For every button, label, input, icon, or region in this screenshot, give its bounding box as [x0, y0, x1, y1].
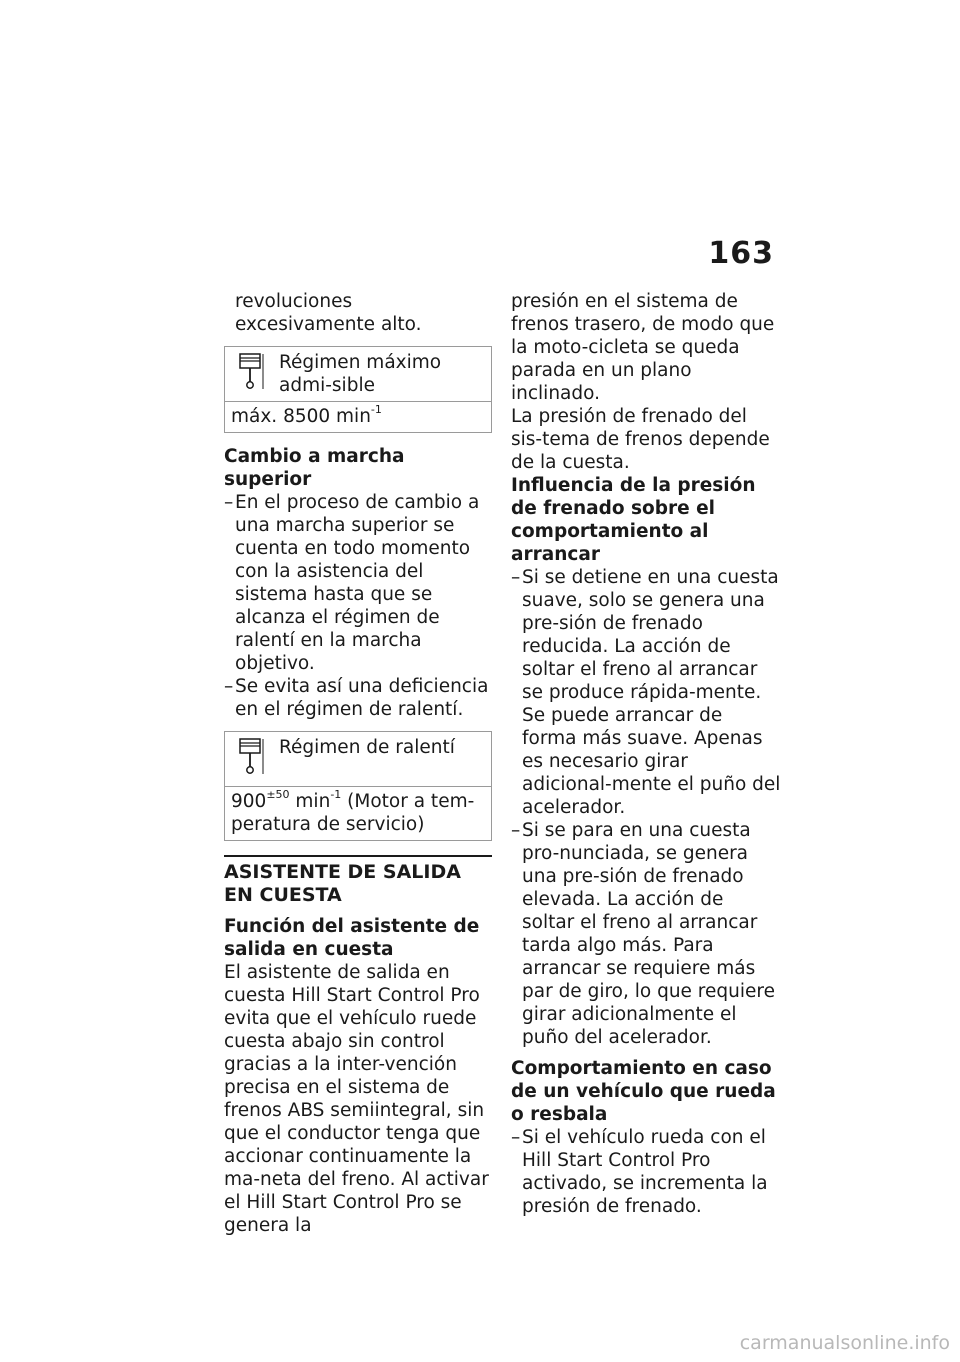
spec-box-max-rpm	[224, 346, 492, 433]
engine-piston-icon	[237, 736, 265, 776]
spec-label: Régimen máximo admi-sible	[279, 352, 442, 396]
intro-text: revoluciones excesivamente alto.	[235, 291, 422, 335]
spec-value	[225, 401, 491, 432]
spec-value-tolerance: ±50	[266, 787, 290, 801]
continuation-text: presión en el sistema de frenos trasero, de modo que la moto-cicleta se queda parada en un plano inclinado.	[511, 291, 775, 404]
spec-label: Régimen de ralentí	[279, 737, 455, 758]
function-text: El asistente de salida en cuesta Hill Start Control Pro evita que el vehículo ruede cuesta abajo sin control gracias a la inter-vención precisa en el sistema de frenos ABS semiintegral, sin que el conductor tenga que accionar continuamente la ma-neta del freno. Al activar el Hill Start Control Pro se genera la	[224, 962, 489, 1236]
right-column	[511, 290, 781, 1218]
spec-value-text: máx. 8500 min	[231, 406, 371, 427]
engine-piston-icon	[237, 351, 265, 391]
list-item: – Se evita así una deficiencia en el régimen de ralentí.	[224, 675, 492, 721]
influence-list	[511, 566, 781, 1049]
spec-value-note: (Motor a tem-peratura de servicio)	[231, 791, 475, 835]
left-column	[224, 290, 492, 1237]
watermark: carmanualsonline.info	[739, 1332, 950, 1354]
spec-box-idle-rpm	[224, 731, 492, 841]
spec-header	[225, 347, 491, 401]
page-number: 163	[708, 236, 774, 271]
list-item: – Si se detiene en una cuesta suave, solo se genera una pre-sión de frenado reducida. La acción de soltar el freno al arrancar se produce rápida-mente. Se puede arrancar de forma más suave. Apenas es necesario girar adicional-mente el puño del acelerador.	[511, 566, 781, 819]
list-item: – Si se para en una cuesta pro-nunciada, se genera una pre-sión de frenado elevada. La acción de soltar el freno al arrancar tarda algo más. Para arrancar se requiere más par de giro, lo que requiere girar adicionalmente el puño del acelerador.	[511, 819, 781, 1049]
spec-value-exponent: -1	[370, 402, 382, 416]
spec-header	[225, 732, 491, 786]
dependency-text: La presión de frenado del sis-tema de frenos depende de la cuesta.	[511, 406, 770, 473]
rolling-heading: Comportamiento en caso de un vehículo que rueda o resbala	[511, 1058, 776, 1125]
upshift-list	[224, 491, 492, 721]
spec-value-unit: min	[289, 791, 331, 812]
spec-value	[225, 786, 491, 840]
list-item: – Si el vehículo rueda con el Hill Start Control Pro activado, se incrementa la presión de frenado.	[511, 1126, 781, 1218]
section-title: ASISTENTE DE SALIDA EN CUESTA	[224, 855, 492, 907]
spec-value-number: 900	[231, 791, 267, 812]
influence-heading: Influencia de la presión de frenado sobre el comportamiento al arrancar	[511, 475, 756, 565]
rolling-list	[511, 1126, 781, 1218]
list-item: – En el proceso de cambio a una marcha superior se cuenta en todo momento con la asistencia del sistema hasta que se alcanza el régimen de ralentí en la marcha objetivo.	[224, 491, 492, 675]
upshift-heading: Cambio a marcha superior	[224, 446, 405, 490]
spec-value-exponent: -1	[330, 787, 342, 801]
function-heading: Función del asistente de salida en cuesta	[224, 916, 480, 960]
